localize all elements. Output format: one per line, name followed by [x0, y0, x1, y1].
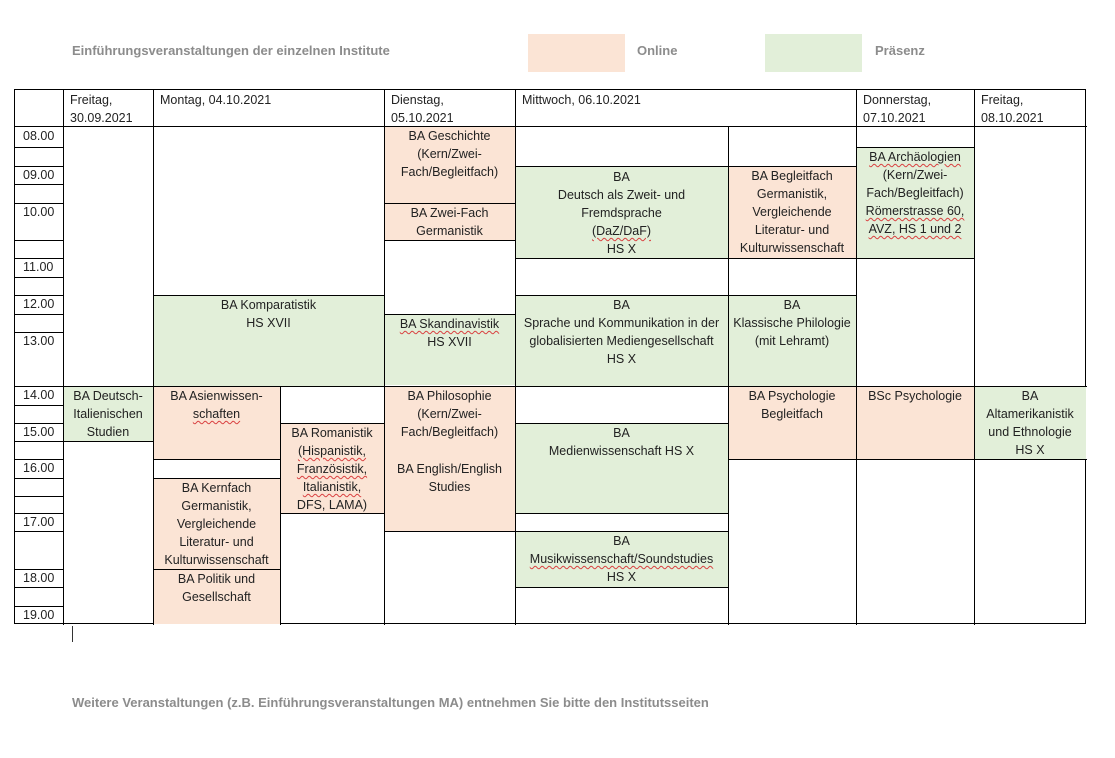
day-header-do-0710: Donnerstag, 07.10.2021 — [863, 93, 932, 125]
time-label: 13.00 — [23, 334, 55, 348]
row-divider — [153, 459, 280, 460]
row-divider — [384, 203, 515, 204]
row-divider — [63, 441, 153, 442]
event-ba-kernfach-germanistik[interactable]: BA Kernfach Germanistik, Vergleichende Literatur- und Kulturwissenschaft — [153, 478, 280, 569]
footer-note: Weitere Veranstaltungen (z.B. Einführungsveranstaltungen MA) entnehmen Sie bitte den Institutsseiten — [72, 695, 709, 710]
row-divider — [15, 147, 63, 148]
row-divider — [15, 277, 63, 278]
row-divider — [15, 441, 63, 442]
row-divider — [280, 423, 384, 424]
row-divider — [515, 166, 856, 167]
day-header-fr-0810: Freitag, 08.10.2021 — [981, 93, 1044, 125]
event-ba-geschichte[interactable]: BA Geschichte (Kern/Zwei-Fach/Begleitfach) — [384, 126, 515, 203]
legend-praesenz-label: Präsenz — [875, 43, 925, 58]
legend-online-label: Online — [637, 43, 678, 58]
row-divider — [15, 240, 63, 241]
time-label: 08.00 — [23, 129, 55, 143]
row-divider — [153, 569, 280, 570]
row-divider — [15, 405, 63, 406]
event-bsc-psychologie[interactable]: BSc Psychologie — [856, 386, 974, 459]
event-ba-klassische-philologie[interactable]: BA Klassische Philologie (mit Lehramt) — [728, 295, 856, 386]
event-ba-psychologie-begleitfach[interactable]: BA Psychologie Begleitfach — [728, 386, 856, 459]
schedule-table — [14, 89, 1086, 624]
row-divider — [153, 386, 384, 387]
row-divider — [856, 459, 1087, 460]
event-ba-philosophie[interactable]: BA Philosophie (Kern/Zwei-Fach/Begleitfach) — [384, 386, 515, 459]
page-title: Einführungsveranstaltungen der einzelnen Institute — [72, 43, 390, 58]
row-divider — [515, 587, 728, 588]
event-ba-romanistik[interactable]: BA Romanistik (Hispanistik, Französistik, Italianistik, DFS, LAMA) — [280, 423, 384, 513]
time-label: 11.00 — [23, 260, 54, 274]
event-ba-altamerikanistik[interactable]: BA Altamerikanistik und Ethnologie HS X — [974, 386, 1086, 459]
row-divider — [15, 184, 63, 185]
event-ba-komparatistik[interactable]: BA Komparatistik HS XVII — [153, 295, 384, 386]
time-label: 09.00 — [23, 168, 55, 182]
col-divider — [515, 90, 516, 625]
event-ba-musikwissenschaft[interactable]: BA Musikwissenschaft/Soundstudies HS X — [515, 531, 728, 587]
row-divider — [515, 386, 856, 387]
event-ba-medienwissenschaft[interactable]: BA Medienwissenschaft HS X — [515, 423, 728, 513]
row-divider — [856, 147, 974, 148]
event-ba-deutsch-italienisch[interactable]: BA Deutsch-Italienischen Studien — [63, 386, 153, 441]
col-divider — [728, 126, 729, 625]
event-ba-archaeologien[interactable]: BA Archäologien (Kern/Zwei-Fach/Begleitfach) Römerstrasse 60, AVZ, HS 1 und 2 — [856, 147, 974, 258]
col-divider — [856, 90, 857, 625]
row-divider — [15, 531, 63, 532]
col-divider — [384, 90, 385, 625]
row-divider — [384, 240, 515, 241]
row-divider — [515, 531, 728, 532]
event-ba-english[interactable]: BA English/English Studies — [384, 459, 515, 531]
day-header-mo-0410: Montag, 04.10.2021 — [160, 93, 272, 107]
time-label: 10.00 — [23, 205, 55, 219]
time-label: 12.00 — [23, 297, 55, 311]
col-divider — [63, 90, 64, 625]
day-header-fr-3009: Freitag, 30.09.2021 — [70, 93, 133, 125]
event-ba-sprache-kommunikation[interactable]: BA Sprache und Kommunikation in der globalisierten Mediengesellschaft HS X — [515, 295, 728, 386]
row-divider — [153, 295, 384, 296]
row-divider — [515, 295, 856, 296]
time-label: 16.00 — [23, 461, 55, 475]
row-divider — [728, 459, 856, 460]
row-divider — [856, 258, 974, 259]
time-label: 17.00 — [23, 515, 55, 529]
time-label: 15.00 — [23, 425, 55, 439]
text-cursor — [72, 626, 73, 642]
event-ba-politik-gesellschaft[interactable]: BA Politik und Gesellschaft — [153, 569, 280, 624]
row-divider — [384, 531, 515, 532]
row-divider — [515, 513, 728, 514]
row-divider — [280, 513, 384, 514]
col-divider — [280, 386, 281, 625]
col-divider — [974, 90, 975, 625]
row-divider — [15, 587, 63, 588]
day-header-mi-0610: Mittwoch, 06.10.2021 — [522, 93, 641, 107]
row-divider — [153, 478, 280, 479]
row-divider — [384, 386, 515, 387]
event-ba-skandinavistik[interactable]: BA Skandinavistik HS XVII — [384, 314, 515, 385]
row-divider — [15, 314, 63, 315]
row-divider — [15, 478, 63, 479]
time-label: 18.00 — [23, 571, 55, 585]
event-ba-zweifach-germanistik[interactable]: BA Zwei-Fach Germanistik — [384, 203, 515, 240]
event-ba-begleitfach-germanistik[interactable]: BA Begleitfach Germanistik, Vergleichende Literatur- und Kulturwissenschaft — [728, 166, 856, 258]
col-divider — [153, 90, 154, 625]
row-divider — [515, 258, 856, 259]
time-label: 14.00 — [23, 388, 55, 402]
day-header-di-0510: Dienstag, 05.10.2021 — [391, 93, 454, 125]
row-divider — [515, 423, 728, 424]
legend-praesenz-swatch — [765, 34, 862, 72]
row-divider — [15, 496, 63, 497]
event-ba-asienwissenschaften[interactable]: BA Asienwissen- schaften — [153, 386, 280, 459]
row-divider — [384, 314, 515, 315]
event-ba-daz-daf[interactable]: BA Deutsch als Zweit- und Fremdsprache (DaZ/DaF) HS X — [515, 166, 728, 258]
row-divider — [856, 386, 1087, 387]
legend-online-swatch — [528, 34, 625, 72]
time-label: 19.00 — [23, 608, 55, 622]
row-divider — [63, 386, 153, 387]
